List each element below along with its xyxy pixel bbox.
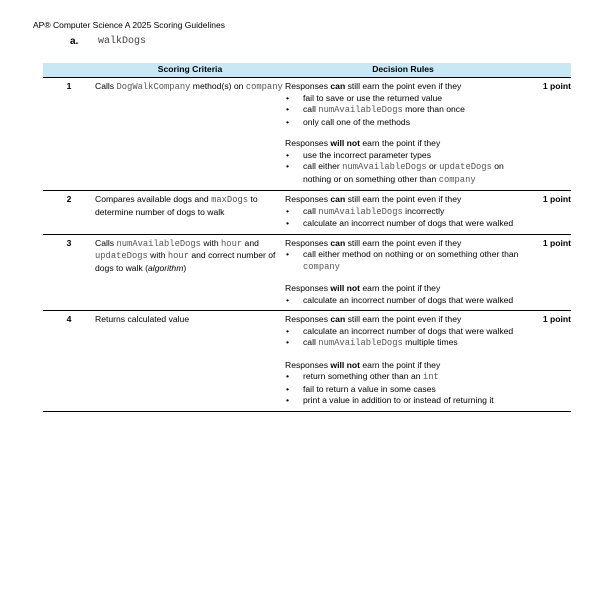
text-run: call — [303, 104, 319, 114]
points-value: 1 point — [521, 311, 571, 412]
points-value: 1 point — [521, 234, 571, 311]
text-run: use the incorrect parameter types — [303, 149, 432, 160]
decision-rules — [285, 311, 521, 412]
rule-intro-prefix: Responses — [285, 359, 331, 370]
text-run: with — [147, 250, 168, 260]
rule-bullet — [285, 371, 521, 384]
rule-intro-prefix: Responses — [285, 314, 331, 324]
rule-keyword: will not — [330, 283, 360, 293]
rule-intro-suffix: still earn the point even if they — [345, 81, 462, 91]
text-run: more than once — [402, 104, 465, 114]
decision-rules — [285, 191, 521, 235]
code-text: numAvailableDogs — [318, 206, 403, 217]
rule-bullet — [285, 249, 521, 273]
part-letter: a. — [70, 36, 79, 47]
rule-intro-suffix: earn the point if they — [360, 359, 441, 370]
table-row — [43, 78, 571, 191]
text-run: call either — [303, 161, 343, 171]
text-run: on nothing or on something other than — [303, 161, 504, 184]
text-run: calculate an incorrect number of dogs that were walked — [303, 294, 514, 305]
rule-keyword: can — [330, 194, 346, 204]
text-run: only call one of the methods — [303, 116, 411, 127]
rule-intro-suffix: still earn the point even if they — [345, 194, 462, 204]
rule-intro — [285, 138, 521, 150]
text-run: Compares available dogs and — [95, 194, 212, 204]
table-header-row — [43, 63, 571, 78]
rule-bullet-list — [285, 93, 521, 129]
rule-intro-prefix: Responses — [285, 81, 331, 91]
row-number: 2 — [43, 191, 95, 235]
text-run: calculate an incorrect number of dogs that were walked — [303, 218, 514, 228]
rule-intro-suffix: earn the point if they — [360, 138, 441, 148]
rule-intro — [285, 283, 521, 295]
text-run: ) — [183, 262, 187, 273]
rule-bullet — [285, 295, 521, 307]
table-body — [43, 78, 571, 412]
rule-bullet-list — [285, 249, 521, 273]
code-text: numAvailableDogs — [116, 238, 201, 249]
scoring-table — [43, 63, 571, 412]
text-run: to determine number of dogs to walk — [95, 194, 258, 217]
code-text: numAvailableDogs — [318, 338, 403, 348]
header-criteria: Scoring Criteria — [95, 63, 285, 78]
rule-bullet-list — [285, 326, 521, 350]
code-text: DogWalkCompany — [116, 82, 191, 92]
text-run: Calls — [95, 237, 117, 248]
rule-intro-suffix: still earn the point even if they — [345, 237, 462, 248]
rule-intro — [285, 314, 521, 326]
rule-bullet — [285, 337, 521, 350]
table-row — [43, 234, 571, 311]
table-row — [43, 191, 571, 235]
rule-group — [285, 314, 521, 350]
rule-keyword: will not — [330, 359, 360, 370]
row-number: 4 — [43, 311, 95, 412]
text-run: Returns calculated value — [95, 314, 190, 324]
rule-bullet-list — [285, 206, 521, 230]
rule-keyword: will not — [330, 138, 360, 148]
document-header: AP® Computer Science A 2025 Scoring Guidelines — [33, 20, 225, 30]
code-text: numAvailableDogs — [342, 162, 427, 172]
points-value: 1 point — [521, 78, 571, 191]
points-value: 1 point — [521, 191, 571, 235]
text-run: method(s) on — [190, 81, 246, 91]
rule-bullet — [285, 161, 521, 186]
scoring-criterion — [95, 311, 285, 412]
text-run: calculate an incorrect number of dogs that were walked — [303, 325, 514, 336]
rule-bullet — [285, 384, 521, 396]
text-run: return something other than an — [303, 371, 423, 381]
rule-bullet — [285, 206, 521, 219]
code-text: numAvailableDogs — [318, 105, 403, 115]
rule-bullet — [285, 117, 521, 129]
rule-intro-suffix: earn the point if they — [360, 283, 441, 293]
text-run: multiple times — [402, 337, 458, 347]
text-run: and — [242, 237, 259, 248]
code-text: hour — [221, 238, 243, 249]
decision-rules — [285, 78, 521, 191]
part-heading — [70, 36, 146, 47]
text-run: call — [303, 205, 319, 216]
rule-intro-suffix: still earn the point even if they — [345, 314, 462, 324]
text-run: fail to save or use the returned value — [303, 92, 443, 103]
method-name: walkDogs — [98, 36, 147, 47]
text-run: print a value in addition to or instead of returning it — [303, 395, 494, 405]
text-run: algorithm — [148, 262, 184, 273]
rule-group — [285, 360, 521, 407]
text-run: incorrectly — [402, 205, 445, 216]
rule-group — [285, 283, 521, 306]
table-row — [43, 311, 571, 412]
rule-bullet-list — [285, 150, 521, 187]
scoring-criterion — [95, 234, 285, 311]
rule-group — [285, 81, 521, 128]
rule-bullet — [285, 93, 521, 105]
rule-intro-prefix: Responses — [285, 138, 331, 148]
header-rules: Decision Rules — [285, 63, 521, 78]
row-number: 1 — [43, 78, 95, 191]
code-text: int — [422, 372, 439, 382]
text-run: call either method on nothing or on something other than — [303, 249, 519, 259]
text-run: and correct number of dogs to walk ( — [95, 250, 276, 273]
header-number-cell — [43, 63, 95, 78]
text-run: with — [200, 237, 222, 248]
decision-rules — [285, 234, 521, 311]
text-run: or — [426, 161, 440, 171]
rule-group — [285, 138, 521, 186]
text-run: Calls — [95, 81, 117, 91]
text-run: fail to return a value in some cases — [303, 383, 436, 394]
text-run: call — [303, 337, 319, 347]
rule-group — [285, 238, 521, 274]
rule-group — [285, 194, 521, 230]
rule-bullet-list — [285, 295, 521, 307]
code-text: updateDogs — [95, 251, 148, 261]
code-text: maxDogs — [211, 195, 249, 205]
code-text: hour — [167, 251, 189, 261]
rule-bullet — [285, 104, 521, 117]
rule-bullet — [285, 395, 521, 407]
rule-bullet — [285, 150, 521, 162]
row-number: 3 — [43, 234, 95, 311]
rule-intro — [285, 81, 521, 93]
rule-keyword: can — [330, 237, 346, 248]
rule-keyword: can — [330, 314, 346, 324]
rule-bullet — [285, 326, 521, 338]
rule-bullet — [285, 218, 521, 230]
code-text: company — [303, 261, 340, 272]
rule-intro — [285, 194, 521, 206]
code-text: company — [438, 174, 476, 185]
rule-bullet-list — [285, 371, 521, 407]
code-text: updateDogs — [439, 162, 492, 172]
rule-intro — [285, 238, 521, 250]
header-points-cell — [521, 63, 571, 78]
scoring-criterion — [95, 78, 285, 191]
scoring-criterion — [95, 191, 285, 235]
code-text: company — [245, 82, 283, 92]
rule-keyword: can — [330, 81, 346, 91]
rule-intro-prefix: Responses — [285, 237, 331, 248]
rule-intro-prefix: Responses — [285, 194, 331, 204]
rule-intro-prefix: Responses — [285, 283, 331, 293]
rule-intro — [285, 360, 521, 372]
